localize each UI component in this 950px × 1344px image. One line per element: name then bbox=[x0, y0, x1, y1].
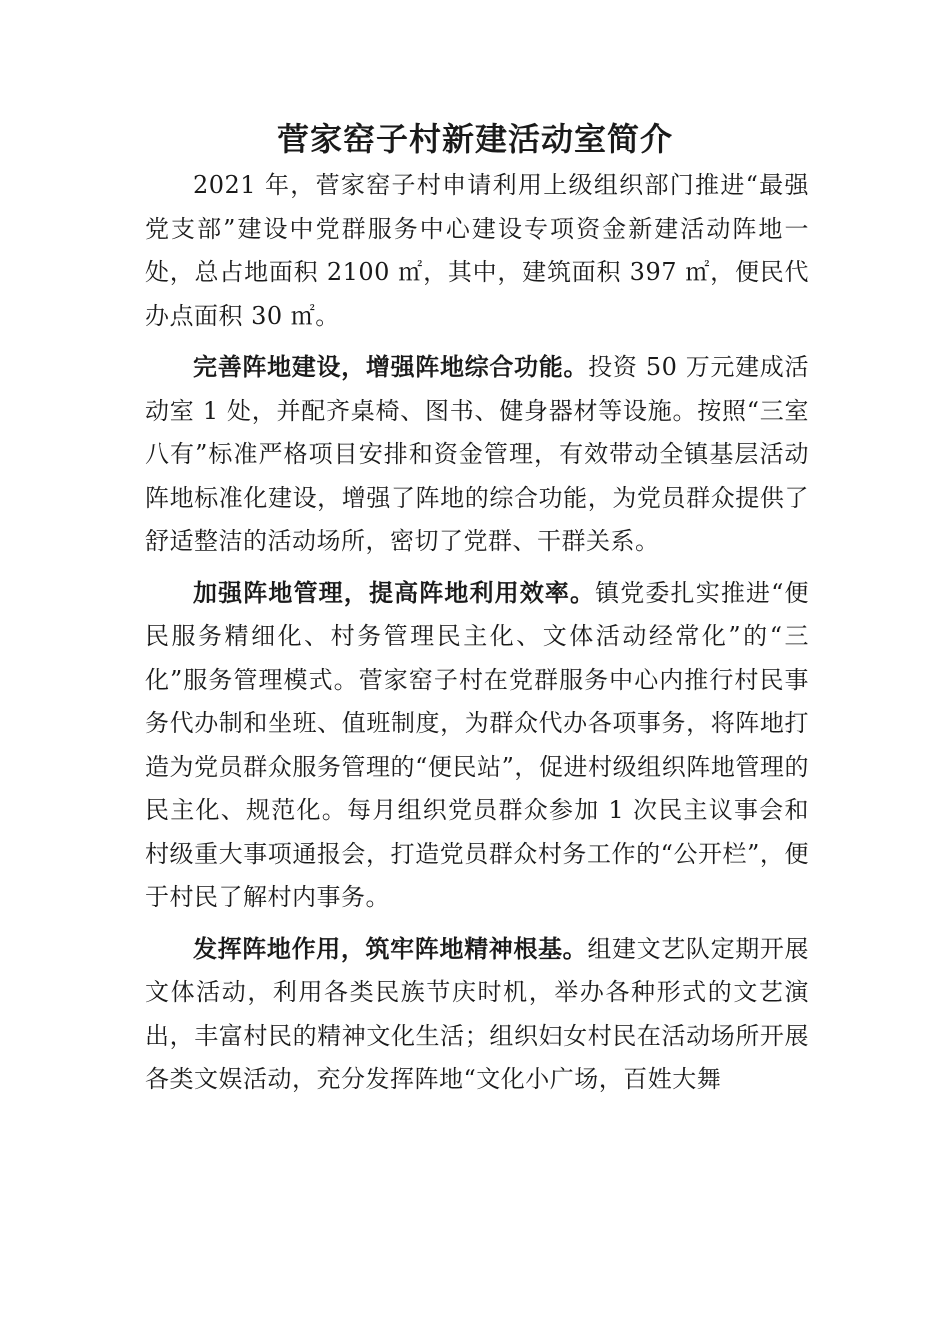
paragraph-text: 投资 50 万元建成活动室 1 处，并配齐桌椅、图书、健身器材等设施。按照“三室八有”标准严格项目安排和资金管理，有效带动全镇基层活动阵地标准化建设，增强了阵地的综合功能，为党员群众提供了舒适整洁的活动场所，密切了党群、干群关系。 bbox=[145, 353, 810, 555]
paragraph-management bbox=[145, 571, 809, 920]
paragraph-construction bbox=[145, 345, 809, 564]
paragraph-lead: 完善阵地建设，增强阵地综合功能。 bbox=[193, 352, 589, 381]
paragraph-lead: 加强阵地管理，提高阵地利用效率。 bbox=[193, 577, 596, 607]
paragraph-text: 组建文艺队定期开展文体活动，利用各类民族节庆时机，举办各种形式的文艺演出，丰富村民的精神文化生活；组织妇女村民在活动场所开展各类文娱活动，充分发挥阵地“文化小广场，百姓大舞 bbox=[145, 934, 810, 1093]
document-title: 菅家窑子村新建活动室简介 bbox=[276, 120, 673, 158]
paragraph-activities bbox=[145, 927, 809, 1102]
document-body bbox=[145, 164, 809, 1102]
paragraph-text: 镇党委扎实推进“便民服务精细化、村务管理民主化、文体活动经常化”的“三化”服务管理模式。菅家窑子村在党群服务中心内推行村民事务代办制和坐班、值班制度，为群众代办各项事务，将阵地打造为党员群众服务管理的“便民站”，促进村级组织阵地管理的民主化、规范化。每月组织党员群众参加 1 次民主议事会和村级重大事项通报会，打造党员群众村务工作的“公开栏”，便于村民了解村内事务。 bbox=[145, 578, 809, 911]
paragraph-text: 2021 年，菅家窑子村申请利用上级组织部门推进“最强党支部”建设中党群服务中心建设专项资金新建活动阵地一处，总占地面积 2100 ㎡，其中，建筑面积 397 ㎡，便民代办点面积 30 ㎡。 bbox=[145, 171, 809, 330]
paragraph-intro bbox=[145, 164, 809, 338]
paragraph-lead: 发挥阵地作用，筑牢阵地精神根基。 bbox=[193, 933, 588, 963]
